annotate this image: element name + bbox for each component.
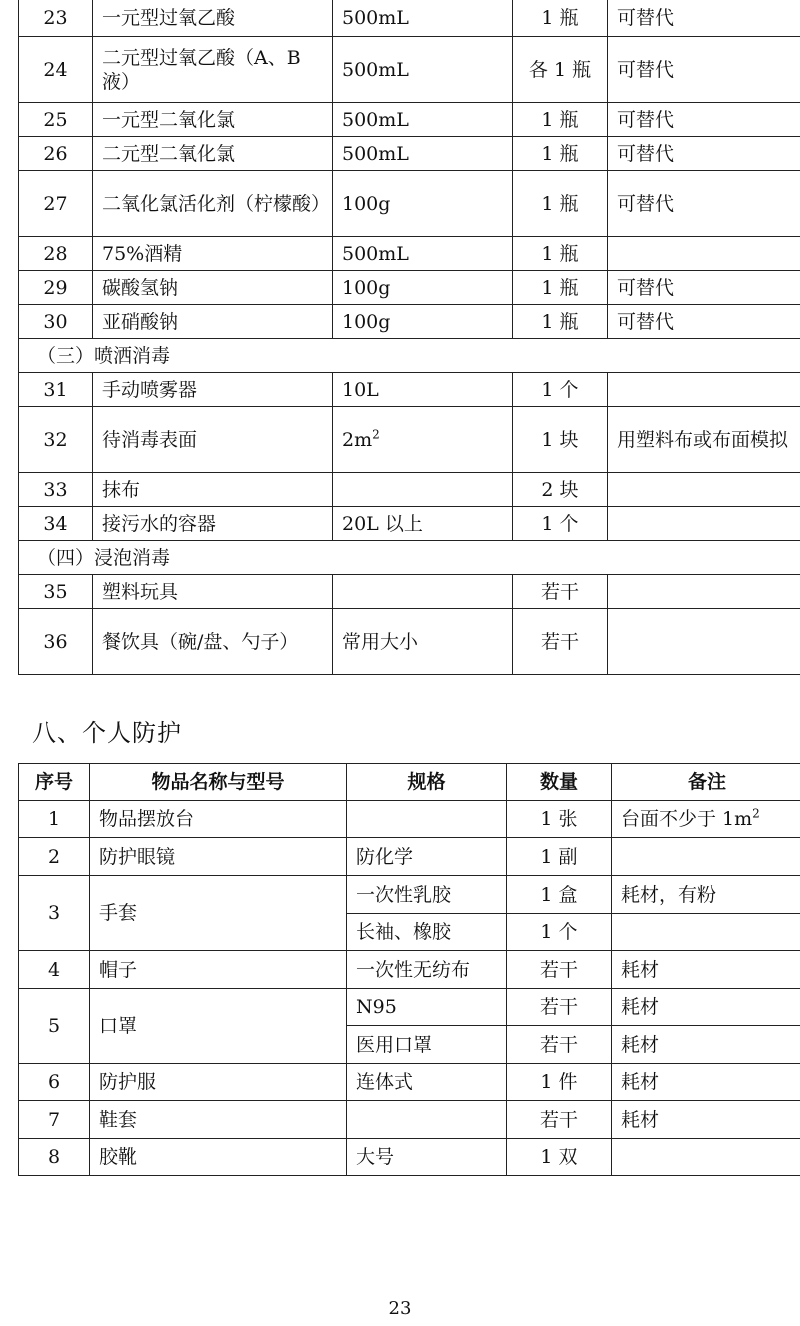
item-spec: 医用口罩 (347, 1026, 507, 1064)
item-note: 耗材 (612, 1026, 800, 1064)
item-name: 防护服 (90, 1064, 347, 1101)
item-name: 75%酒精 (93, 237, 333, 271)
item-spec: 100g (333, 271, 513, 305)
item-note (608, 507, 800, 541)
item-quantity: 1 双 (507, 1139, 612, 1176)
item-name: 碳酸氢钠 (93, 271, 333, 305)
header-quantity: 数量 (507, 764, 612, 801)
table-row (19, 271, 800, 305)
item-quantity: 1 瓶 (513, 237, 608, 271)
item-name: 口罩 (90, 989, 347, 1064)
item-note: 可替代 (608, 37, 800, 103)
row-number: 33 (19, 473, 93, 507)
item-spec: 500mL (333, 37, 513, 103)
item-note (612, 838, 800, 876)
item-spec: 20L 以上 (333, 507, 513, 541)
item-quantity: 1 块 (513, 407, 608, 473)
row-number: 8 (19, 1139, 90, 1176)
item-name: 二氧化氯活化剂（柠檬酸） (93, 171, 333, 237)
table-row (19, 305, 800, 339)
item-spec: 500mL (333, 103, 513, 137)
row-number: 23 (19, 0, 93, 37)
item-note: 可替代 (608, 137, 800, 171)
header-note: 备注 (612, 764, 800, 801)
item-quantity: 1 个 (513, 507, 608, 541)
item-spec: 500mL (333, 137, 513, 171)
item-quantity: 1 张 (507, 801, 612, 838)
table-row (19, 37, 800, 103)
item-quantity: 若干 (507, 1101, 612, 1139)
item-quantity: 若干 (507, 989, 612, 1026)
item-note (608, 575, 800, 609)
item-note (612, 801, 800, 838)
item-quantity: 1 个 (507, 914, 612, 951)
row-number: 34 (19, 507, 93, 541)
header-number: 序号 (19, 764, 90, 801)
item-name: 鞋套 (90, 1101, 347, 1139)
item-note: 可替代 (608, 271, 800, 305)
item-name: 手套 (90, 876, 347, 951)
row-number: 26 (19, 137, 93, 171)
row-number: 3 (19, 876, 90, 951)
item-spec: N95 (347, 989, 507, 1026)
item-note: 可替代 (608, 103, 800, 137)
item-name: 防护眼镜 (90, 838, 347, 876)
row-number: 30 (19, 305, 93, 339)
item-spec: 100g (333, 305, 513, 339)
item-name: 接污水的容器 (93, 507, 333, 541)
item-note: 可替代 (608, 305, 800, 339)
item-spec: 一次性无纺布 (347, 951, 507, 989)
row-number: 5 (19, 989, 90, 1064)
section-title-personal-protection: 八、个人防护 (32, 719, 182, 747)
item-spec: 100g (333, 171, 513, 237)
item-name: 胶靴 (90, 1139, 347, 1176)
item-note (612, 1139, 800, 1176)
item-quantity: 1 副 (507, 838, 612, 876)
section-heading-spray: （三）喷洒消毒 (19, 339, 800, 373)
item-quantity: 1 瓶 (513, 103, 608, 137)
row-number: 35 (19, 575, 93, 609)
table-row (19, 838, 800, 876)
item-note (608, 373, 800, 407)
table-row (19, 1139, 800, 1176)
table-row (19, 575, 800, 609)
item-name: 待消毒表面 (93, 407, 333, 473)
supplies-table-continued (18, 0, 800, 675)
personal-protection-table (18, 763, 800, 1176)
item-note (608, 237, 800, 271)
note-value: 台面不少于 1m (621, 808, 753, 830)
item-name: 二元型过氧乙酸（A、B 液） (93, 37, 333, 103)
section-row (19, 541, 800, 575)
row-number: 2 (19, 838, 90, 876)
table-row (19, 137, 800, 171)
item-name: 物品摆放台 (90, 801, 347, 838)
note-superscript: 2 (752, 806, 760, 821)
item-spec (333, 473, 513, 507)
item-note: 耗材 (612, 1064, 800, 1101)
table-row (19, 103, 800, 137)
item-name: 亚硝酸钠 (93, 305, 333, 339)
item-spec (347, 801, 507, 838)
item-quantity: 1 瓶 (513, 271, 608, 305)
row-number: 29 (19, 271, 93, 305)
item-quantity: 若干 (513, 609, 608, 675)
table-row (19, 171, 800, 237)
item-spec: 10L (333, 373, 513, 407)
row-number: 24 (19, 37, 93, 103)
item-spec: 长袖、橡胶 (347, 914, 507, 951)
header-name: 物品名称与型号 (90, 764, 347, 801)
item-quantity: 各 1 瓶 (513, 37, 608, 103)
row-number: 4 (19, 951, 90, 989)
table-row (19, 0, 800, 37)
header-spec: 规格 (347, 764, 507, 801)
item-quantity: 1 瓶 (513, 137, 608, 171)
item-quantity: 1 瓶 (513, 305, 608, 339)
item-spec: 连体式 (347, 1064, 507, 1101)
item-name: 一元型二氧化氯 (93, 103, 333, 137)
item-quantity: 若干 (507, 1026, 612, 1064)
item-quantity: 1 瓶 (513, 171, 608, 237)
table-row (19, 989, 800, 1026)
table-row (19, 876, 800, 914)
item-quantity: 1 盒 (507, 876, 612, 914)
item-spec: 常用大小 (333, 609, 513, 675)
item-quantity: 1 个 (513, 373, 608, 407)
section-heading-soak: （四）浸泡消毒 (19, 541, 800, 575)
item-note: 耗材 (612, 989, 800, 1026)
item-note: 耗材，有粉 (612, 876, 800, 914)
item-name: 餐饮具（碗/盘、勺子） (93, 609, 333, 675)
table-row (19, 407, 800, 473)
table-row (19, 237, 800, 271)
row-number: 31 (19, 373, 93, 407)
item-note: 用塑料布或布面模拟 (608, 407, 800, 473)
spec-superscript: 2 (372, 427, 380, 442)
item-note: 可替代 (608, 0, 800, 37)
table-row (19, 609, 800, 675)
item-spec (333, 407, 513, 473)
table-row (19, 507, 800, 541)
item-spec: 500mL (333, 237, 513, 271)
item-spec: 防化学 (347, 838, 507, 876)
table-row (19, 473, 800, 507)
item-quantity: 2 块 (513, 473, 608, 507)
row-number: 36 (19, 609, 93, 675)
item-name: 抹布 (93, 473, 333, 507)
item-quantity: 若干 (513, 575, 608, 609)
item-name: 手动喷雾器 (93, 373, 333, 407)
item-name: 二元型二氧化氯 (93, 137, 333, 171)
row-number: 25 (19, 103, 93, 137)
item-note: 可替代 (608, 171, 800, 237)
table-row (19, 373, 800, 407)
row-number: 7 (19, 1101, 90, 1139)
item-spec: 大号 (347, 1139, 507, 1176)
item-note: 耗材 (612, 1101, 800, 1139)
row-number: 1 (19, 801, 90, 838)
table-row (19, 1064, 800, 1101)
item-spec: 500mL (333, 0, 513, 37)
row-number: 27 (19, 171, 93, 237)
table-row (19, 951, 800, 989)
section-row (19, 339, 800, 373)
spec-value: 2m (342, 428, 373, 451)
table-row (19, 801, 800, 838)
item-note (612, 914, 800, 951)
item-note (608, 473, 800, 507)
item-name: 塑料玩具 (93, 575, 333, 609)
item-name: 一元型过氧乙酸 (93, 0, 333, 37)
table-header-row (19, 764, 800, 801)
row-number: 6 (19, 1064, 90, 1101)
item-note (608, 609, 800, 675)
item-name: 帽子 (90, 951, 347, 989)
table-row (19, 1101, 800, 1139)
row-number: 32 (19, 407, 93, 473)
item-note: 耗材 (612, 951, 800, 989)
item-quantity: 若干 (507, 951, 612, 989)
item-quantity: 1 件 (507, 1064, 612, 1101)
item-spec (347, 1101, 507, 1139)
item-quantity: 1 瓶 (513, 0, 608, 37)
item-spec (333, 575, 513, 609)
item-spec: 一次性乳胶 (347, 876, 507, 914)
page-number: 23 (388, 1298, 412, 1319)
row-number: 28 (19, 237, 93, 271)
